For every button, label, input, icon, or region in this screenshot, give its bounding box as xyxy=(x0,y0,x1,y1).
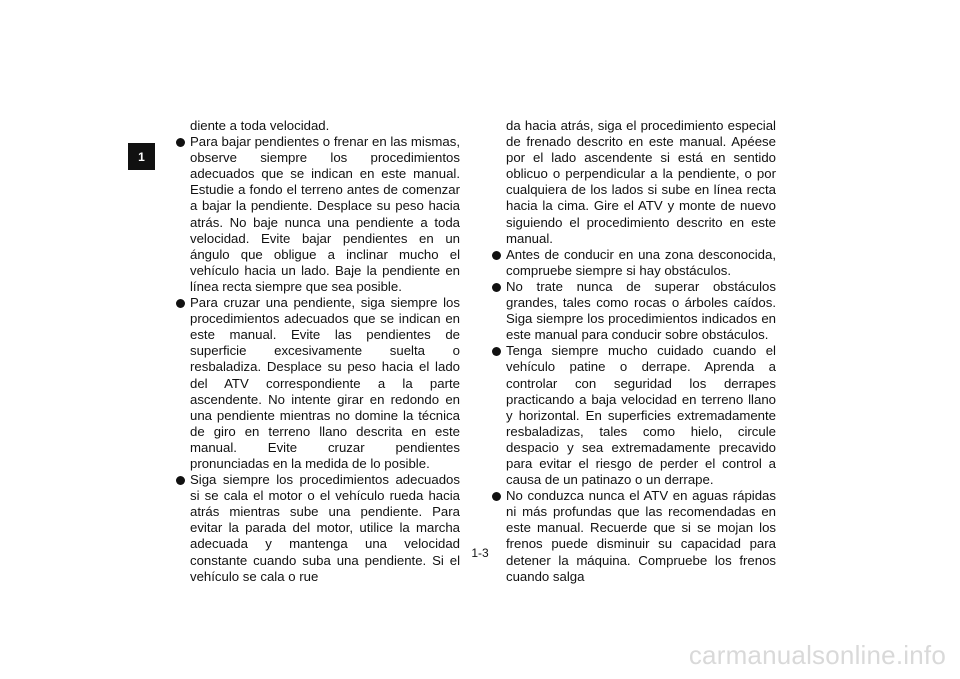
right-column xyxy=(491,118,776,585)
list-item-text: Siga siempre los procedimientos adecuados si se cala el motor o el vehículo rueda hacia atrás mientras sube una pendiente. Para evitar la parada del motor, utilice la marcha adecuada y mantenga una velocidad constante cuando suba una pendiente. Si el vehículo se cala o rue xyxy=(190,472,460,584)
list-item xyxy=(175,134,460,295)
list-item-text: Tenga siempre mucho cuidado cuando el vehículo patine o derrape. Aprenda a controlar con seguridad los derrapes practicando a baja velocidad en terreno llano y horizontal. En superficies extremadamente resbaladizas, tales como hielo, circule despacio y sea extremadamente precavido para evitar el riesgo de perder el control a causa de un patinazo o un derrape. xyxy=(506,343,776,488)
chapter-tab-label: 1 xyxy=(138,149,145,164)
bullet-icon xyxy=(492,347,501,356)
list-item-text: Para cruzar una pendiente, siga siempre los procedimientos adecuados que se indican en este manual. Evite las pendientes de superficie excesivamente suelta o resbaladiza. Desplace su peso hacia el lado del ATV correspondiente a la parte ascendente. No intente girar en redondo en una pendiente mientras no domine la técnica de giro en terreno llano descrita en este manual. Evite cruzar pendientes pronunciadas en la medida de lo posible. xyxy=(190,295,460,471)
bullet-icon xyxy=(492,251,501,260)
list-item xyxy=(175,295,460,472)
chapter-tab xyxy=(128,143,155,170)
bullet-icon xyxy=(176,138,185,147)
list-item xyxy=(175,472,460,585)
list-item xyxy=(491,488,776,585)
list-item xyxy=(491,343,776,488)
page-number: 1-3 xyxy=(471,546,489,560)
right-continuation-text: da hacia atrás, siga el procedimiento especial de frenado descrito en este manual. Apéese por el lado ascendente si está en sentido oblicuo o perpendicular a la pendiente, o por cualquiera de los lados si sube en línea recta hacia la cima. Gire el ATV y monte de nuevo siguiendo el procedimiento descrito en este manual. xyxy=(506,118,776,246)
list-item-text: No trate nunca de superar obstáculos grandes, tales como rocas o árboles caídos. Siga siempre los procedimientos indicados en este manual para conducir sobre obstáculos. xyxy=(506,278,776,343)
left-column xyxy=(175,118,460,585)
list-item xyxy=(491,279,776,343)
list-item-text: Para bajar pendientes o frenar en las mismas, observe siempre los procedimientos adecuados que se indican en este manual. Estudie a fondo el terreno antes de comenzar a bajar la pendiente. Desplace su peso hacia atrás. No baje nunca una pendiente a toda velocidad. Evite bajar pendientes en un ángulo que obligue a inclinar mucho el vehículo hacia un lado. Baje la pendiente en línea recta siempre que sea posible. xyxy=(190,134,460,294)
watermark: carmanualsonline.info xyxy=(688,640,946,670)
bullet-icon xyxy=(176,299,185,308)
list-item xyxy=(491,247,776,279)
bullet-icon xyxy=(492,283,501,292)
list-item-text: Antes de conducir en una zona desconocida, compruebe siempre si hay obstáculos. xyxy=(506,246,776,278)
right-bullet-list xyxy=(491,247,776,585)
left-continuation-text: diente a toda velocidad. xyxy=(190,118,330,133)
left-bullet-list xyxy=(175,134,460,585)
list-item-text: No conduzca nunca el ATV en aguas rápidas ni más profundas que las recomendadas en este manual. Recuerde que si se mojan los frenos puede disminuir su capacidad para detener la máquina. Compruebe los frenos cuando salga xyxy=(506,488,776,584)
bullet-icon xyxy=(176,476,185,485)
bullet-icon xyxy=(492,492,501,501)
